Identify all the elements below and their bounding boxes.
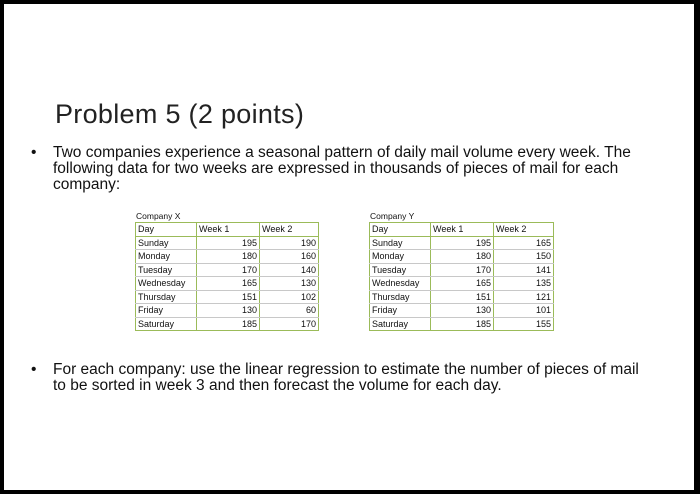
company-y-label: Company Y [370, 211, 415, 221]
day-cell: Friday [370, 304, 431, 318]
value-cell: 151 [431, 290, 494, 304]
value-cell: 185 [197, 317, 260, 331]
day-cell: Thursday [370, 290, 431, 304]
value-cell: 185 [431, 317, 494, 331]
day-cell: Thursday [136, 290, 197, 304]
table-header-cell: Week 1 [197, 223, 260, 237]
slide-title: Problem 5 (2 points) [55, 99, 305, 129]
intro-bullet [31, 145, 651, 193]
day-cell: Tuesday [136, 263, 197, 277]
task-text: For each company: use the linear regression to estimate the number of pieces of mail to be sorted in week 3 and then forecast the volume for each day. [53, 361, 639, 394]
table-row [136, 236, 319, 250]
company-x-label: Company X [136, 211, 181, 221]
value-cell: 140 [260, 263, 319, 277]
day-cell: Saturday [370, 317, 431, 331]
value-cell: 102 [260, 290, 319, 304]
value-cell: 151 [197, 290, 260, 304]
table-header-cell: Week 1 [431, 223, 494, 237]
slide [4, 4, 694, 490]
table-row [370, 236, 554, 250]
table-header-row [136, 223, 319, 237]
table-header-cell: Week 2 [260, 223, 319, 237]
value-cell: 165 [494, 236, 554, 250]
table-header-cell: Day [136, 223, 197, 237]
table-row [136, 304, 319, 318]
table-row [136, 290, 319, 304]
value-cell: 160 [260, 250, 319, 264]
table-header-cell: Week 2 [494, 223, 554, 237]
company-x-data [135, 222, 319, 331]
value-cell: 165 [431, 277, 494, 291]
day-cell: Sunday [136, 236, 197, 250]
day-cell: Saturday [136, 317, 197, 331]
value-cell: 150 [494, 250, 554, 264]
value-cell: 165 [197, 277, 260, 291]
bullet-dot: • [31, 361, 37, 378]
day-cell: Tuesday [370, 263, 431, 277]
value-cell: 190 [260, 236, 319, 250]
value-cell: 135 [494, 277, 554, 291]
table-row [370, 290, 554, 304]
table-row [370, 263, 554, 277]
day-cell: Sunday [370, 236, 431, 250]
value-cell: 180 [431, 250, 494, 264]
value-cell: 121 [494, 290, 554, 304]
intro-text: Two companies experience a seasonal pattern of daily mail volume every week. The following data for two weeks are expressed in thousands of pieces of mail for each company: [53, 144, 631, 193]
day-cell: Monday [136, 250, 197, 264]
table-row [136, 317, 319, 331]
value-cell: 170 [431, 263, 494, 277]
company-y-table [369, 211, 554, 331]
day-cell: Monday [370, 250, 431, 264]
day-cell: Friday [136, 304, 197, 318]
value-cell: 195 [431, 236, 494, 250]
value-cell: 130 [260, 277, 319, 291]
day-cell: Wednesday [136, 277, 197, 291]
company-x-table [135, 211, 319, 331]
table-row [136, 277, 319, 291]
table-header-row [370, 223, 554, 237]
value-cell: 141 [494, 263, 554, 277]
table-row [370, 317, 554, 331]
value-cell: 101 [494, 304, 554, 318]
day-cell: Wednesday [370, 277, 431, 291]
value-cell: 195 [197, 236, 260, 250]
company-y-data [369, 222, 554, 331]
bullet-dot: • [31, 144, 37, 161]
table-row [370, 250, 554, 264]
value-cell: 60 [260, 304, 319, 318]
task-bullet [31, 362, 651, 394]
value-cell: 130 [431, 304, 494, 318]
table-row [136, 263, 319, 277]
table-header-cell: Day [370, 223, 431, 237]
table-row [136, 250, 319, 264]
table-row [370, 277, 554, 291]
value-cell: 155 [494, 317, 554, 331]
table-row [370, 304, 554, 318]
value-cell: 180 [197, 250, 260, 264]
value-cell: 130 [197, 304, 260, 318]
value-cell: 170 [260, 317, 319, 331]
value-cell: 170 [197, 263, 260, 277]
